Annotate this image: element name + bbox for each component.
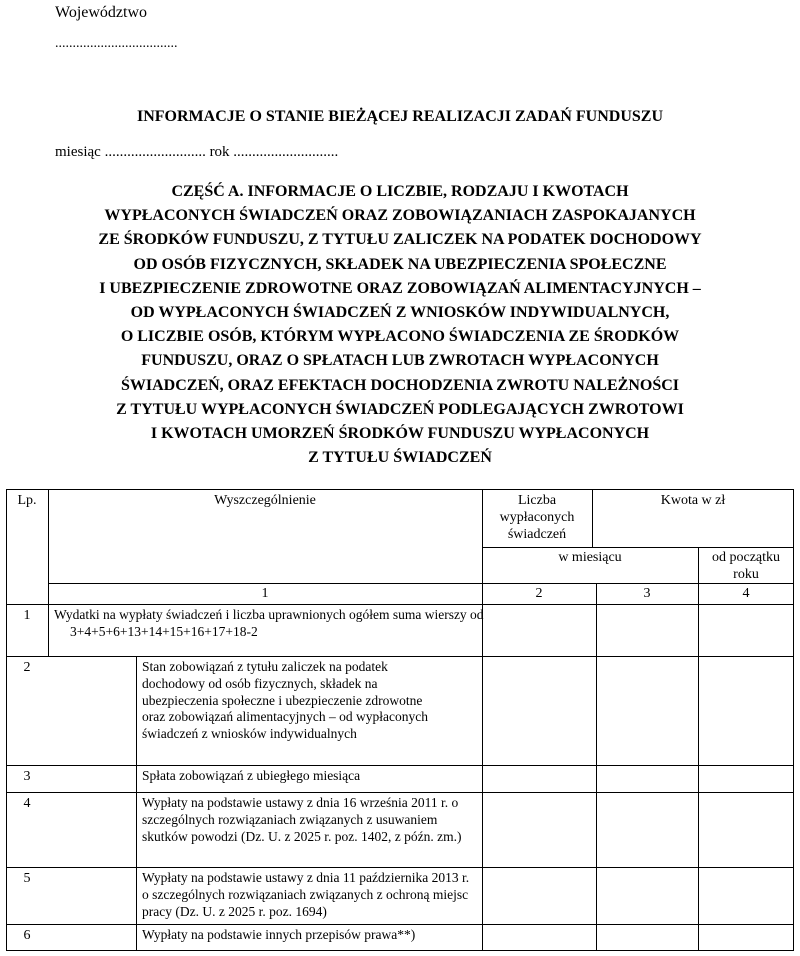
- row-4-description: Wypłaty na podstawie ustawy z dnia 16 września 2011 r. o szczególnych rozwiązaniach związanych z usuwaniem skutków powodzi (Dz. U. z 2025 r. poz. 1402, z późn. zm.): [142, 795, 462, 844]
- realization-table: [6, 489, 794, 951]
- header-in-month: w miesiącu: [558, 550, 622, 565]
- header-count: Liczba wypłaconych świadczeń: [499, 493, 575, 542]
- document-title: INFORMACJE O STANIE BIEŻĄCEJ REALIZACJI ZADAŃ FUNDUSZU: [137, 108, 663, 125]
- row-2-description: Stan zobowiązań z tytułu zaliczek na podatek dochodowy od osób fizycznych, składek na ubezpieczenia społeczne i ubezpieczenie zdrowotne oraz zobowiązań alimentacyjnych – od wypłaconych świadczeń z wniosków indywidualnych: [142, 659, 429, 742]
- row-5-lp: 5: [23, 871, 31, 886]
- row-1-description: Wydatki na wypłaty świadczeń i liczba uprawnionych ogółem suma wierszy od 3+4+5+6+13+14+15+16+17+18-2: [54, 607, 484, 639]
- column-number-3: 3: [643, 586, 651, 601]
- row-6-description: Wypłaty na podstawie innych przepisów prawa**): [142, 927, 416, 942]
- row-5-description: Wypłaty na podstawie ustawy z dnia 11 października 2013 r. o szczególnych rozwiązaniach związanych z ochroną miejsc pracy (Dz. U. z 2025 r. poz. 1694): [142, 870, 470, 919]
- column-number-2: 2: [535, 586, 543, 601]
- row-4-lp: 4: [23, 796, 31, 811]
- header-description: Wyszczególnienie: [214, 493, 316, 508]
- row-6-lp: 6: [23, 928, 31, 943]
- voivodeship-label: Województwo: [55, 4, 148, 21]
- header-lp: Lp.: [17, 493, 37, 508]
- row-1-count-cell[interactable]: [483, 605, 596, 656]
- header-since-year-start: od początku roku: [711, 550, 781, 582]
- column-number-4: 4: [742, 586, 750, 601]
- column-number-1: 1: [261, 586, 269, 601]
- row-3-lp: 3: [23, 769, 31, 784]
- row-3-description: Spłata zobowiązań z ubiegłego miesiąca: [142, 768, 361, 783]
- part-a-heading: CZĘŚĆ A. INFORMACJE O LICZBIE, RODZAJU I KWOTACH WYPŁACONYCH ŚWIADCZEŃ ORAZ ZOBOWIĄZANIACH ZASPOKAJANYCH ZE ŚRODKÓW FUNDUSZU, Z TYTUŁU ZALICZEK NA PODATEK DOCHODOWY OD OSÓB FIZYCZNYCH, SKŁADEK NA UBEZPIECZENIA SPOŁECZNE I UBEZPIECZENIE ZDROWOTNE ORAZ ZOBOWIĄZAŃ ALIMENTACYJNYCH – OD WYPŁACONYCH ŚWIADCZEŃ Z WNIOSKÓW INDYWIDUALNYCH, O LICZBIE OSÓB, KTÓRYM WYPŁACONO ŚWIADCZENIA ZE ŚRODKÓW FUNDUSZU, ORAZ O SPŁATACH LUB ZWROTACH WYPŁACONYCH ŚWIADCZEŃ, ORAZ EFEKTACH DOCHODZENIA ZWROTU NALEŻNOŚCI Z TYTUŁU WYPŁACONYCH ŚWIADCZEŃ PODLEGAJĄCYCH ZWROTOWI I KWOTACH UMORZEŃ ŚRODKÓW FUNDUSZU WYPŁACONYCH Z TYTUŁU ŚWIADCZEŃ: [98, 183, 702, 467]
- voivodeship-field[interactable]: ...................................: [55, 36, 178, 51]
- row-1-year-amount-cell[interactable]: [699, 605, 793, 656]
- row-2-lp: 2: [23, 660, 31, 675]
- month-year-line[interactable]: miesiąc ........................... rok ............................: [55, 144, 339, 160]
- row-1-month-amount-cell[interactable]: [597, 605, 698, 656]
- row-1-lp: 1: [23, 608, 31, 623]
- header-amount: Kwota w zł: [660, 493, 726, 508]
